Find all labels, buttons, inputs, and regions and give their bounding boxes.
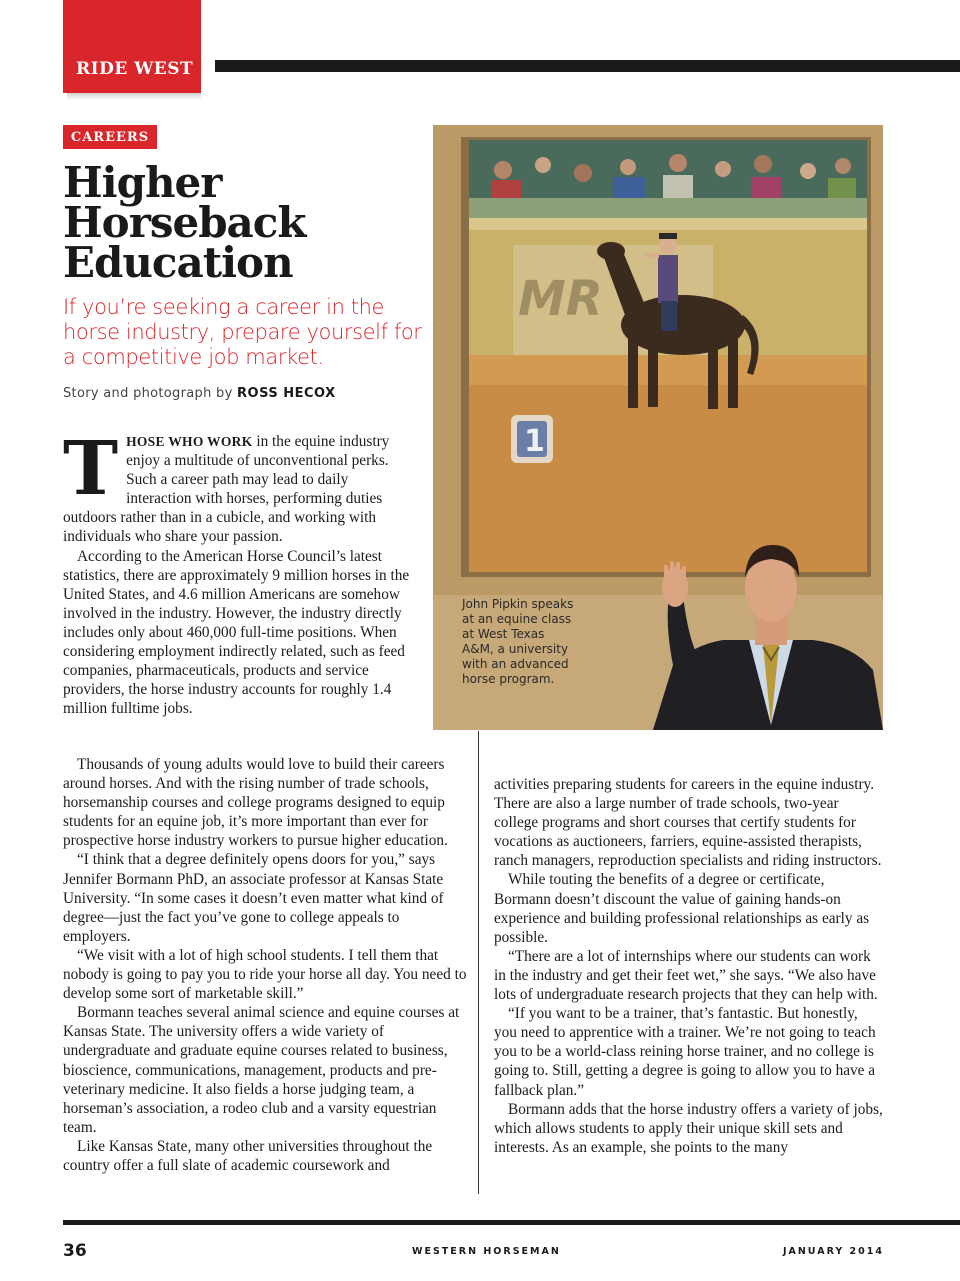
byline-prefix: Story and photograph by (63, 386, 233, 401)
paragraph: “We visit with a lot of high school students. I tell them that nobody is going to pay you to ride your horse all day. You need to develop some sort of marketable skill.” (63, 946, 467, 1003)
magazine-name: WESTERN HORSEMAN (412, 1246, 561, 1257)
body-column-1 (63, 426, 415, 718)
paragraph: Like Kansas State, many other universities throughout the country offer a full slate of academic coursework and (63, 1137, 433, 1174)
byline (63, 386, 423, 401)
byline-author: ROSS HECOX (237, 386, 336, 401)
svg-text:1: 1 (524, 424, 545, 459)
top-rule (215, 60, 960, 72)
paragraph: Bormann teaches several animal science and equine courses at Kansas State. The university offers a wide variety of undergraduate and graduate equine courses related to business, bioscience, communications, management, products and pre-veterinary medicine. It also fields a horse judging team, a horseman’s association, a rodeo club and a varsity equestrian team. (63, 1004, 460, 1136)
section-label: RIDE WEST (76, 59, 194, 79)
page-number: 36 (63, 1241, 87, 1261)
paragraph-text: in the equine industry enjoy a multitude of unconventional perks. Such a career path may lead to daily interaction with horses, performing duties outdoors rather than in a cubicle, and working with individuals who share your passion. (63, 433, 390, 546)
lead-in: HOSE WHO WORK (126, 434, 253, 449)
department-tag (63, 125, 157, 149)
paragraph: According to the American Horse Council’s latest statistics, there are approximately 9 million horses in the United States, and 4.6 million Americans are somehow involved in the industry. However, the industry directly includes only about 460,000 full-time positions. When considering employment indirectly related, such as feed companies, pharmaceuticals, products and service providers, the horse industry accounts for roughly 1.4 million fulltime jobs. (63, 547, 410, 718)
issue-date: JANUARY 2014 (782, 1246, 884, 1257)
paragraph: Thousands of young adults would love to build their careers around horses. And with the rising number of trade schools, horsemanship courses and college programs designed to equip students for an equine job, it’s more important than ever for prospective horse industry workers to pursue higher education. (63, 756, 448, 850)
headline (63, 158, 423, 287)
section-tab (63, 0, 201, 93)
bottom-rule (63, 1220, 960, 1225)
headline-line-3: Education (63, 238, 293, 287)
department-label: CAREERS (70, 129, 150, 145)
headline-line-1: Higher (63, 158, 222, 207)
drop-cap: T (63, 426, 119, 512)
paragraph: activities preparing students for careers in the equine industry. There are also a large number of trade schools, two-year college programs and short courses that certify students for vocations as auctioneers, farriers, equine-assisted therapists, ranch managers, reproduction specialists and riding instructors. (494, 776, 882, 870)
tab-shadow (67, 93, 201, 100)
deck: If you’re seeking a career in the horse industry, prepare yourself for a competitive job market. (63, 295, 422, 369)
body-column-3 (494, 775, 884, 1157)
headline-line-2: Horseback (63, 198, 306, 247)
paragraph: “There are a lot of internships where our students can work in the industry and get their feet wet,” she says. “We also have lots of undergraduate research projects that they can help with. (494, 947, 878, 1004)
svg-text:MR: MR (518, 271, 603, 327)
body-column-2 (63, 755, 468, 1175)
paragraph: While touting the benefits of a degree or certificate, Bormann doesn’t discount the value of gaining hands-on experience and building professional relationships as early as possible. (494, 871, 870, 946)
paragraph (63, 426, 415, 547)
paragraph: “If you want to be a trainer, that’s fantastic. But honestly, you need to apprentice with a trainer. We’re not going to teach you to be a world-class reining horse trainer, and no college is going to. Still, getting a degree is going to allow you to have a fallback plan.” (494, 1005, 876, 1099)
photo-caption: John Pipkin speaks at an equine class at West Texas A&M, a university with an advanced horse program. (462, 597, 574, 686)
column-divider (478, 731, 479, 1194)
paragraph: Bormann adds that the horse industry offers a variety of jobs, which allows students to apply their unique skill sets and interests. As an example, she points to the many (494, 1100, 883, 1156)
paragraph: “I think that a degree definitely opens doors for you,” says Jennifer Bormann PhD, an associate professor at Kansas State University. “In some cases it doesn’t even matter what kind of degree—just the fact you’ve gone to college appeals to employers. (63, 851, 444, 945)
